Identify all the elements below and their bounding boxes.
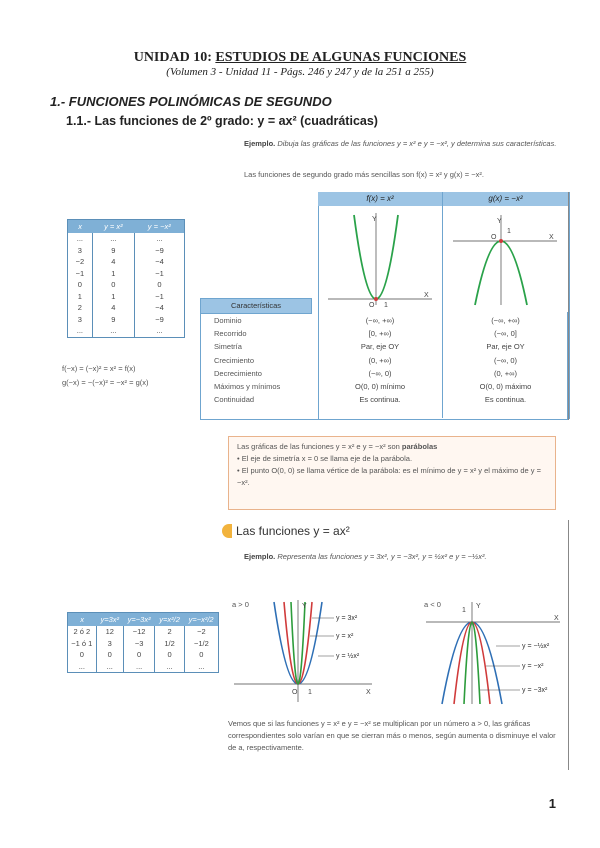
origin-label: O <box>491 234 497 241</box>
f-characteristics: (−∞, +∞) [0, +∞) Par, eje OY (0, +∞) (−∞, 0) O(0, 0) mínimo Es continua. <box>354 316 405 405</box>
table-row: 0 0 0 <box>68 279 185 291</box>
svg-text:1: 1 <box>462 607 466 614</box>
section-marker-icon <box>222 524 232 538</box>
g-graph-title: g(x) = −x² <box>443 192 568 206</box>
table-row: 2 4 −4 <box>68 302 185 314</box>
g-graph <box>445 207 565 307</box>
section-subheading: 1.1.- Las funciones de 2º grado: y = ax² (cuadráticas) <box>66 114 378 128</box>
char-label: Crecimiento <box>214 355 255 365</box>
example1-intro: Las funciones de segundo grado más sencillas son f(x) = x² y g(x) = −x². <box>244 170 484 179</box>
one-label: 1 <box>507 228 511 235</box>
graph4-condition: a < 0 <box>424 600 441 609</box>
table-row: ... ... ... <box>68 233 185 245</box>
x-axis-label: X <box>424 292 429 299</box>
y-axis-label: Y <box>497 218 502 225</box>
char-label: Recorrido <box>214 329 247 339</box>
table-row: ... ... ... ... ... <box>68 661 219 673</box>
table-row: ... ... ... <box>68 325 185 337</box>
origin-label: O <box>369 302 375 307</box>
label-neg-x2: y = −x² <box>522 663 544 670</box>
example2-text: Ejemplo. Representa las funciones y = 3x², y = −3x², y = ½x² e y = −½x². <box>244 552 487 561</box>
table-row: −1 1 −1 <box>68 268 185 280</box>
values-table-2: x y=3x² y=−3x² y=x²/2 y=−x²/2 2 ó 2 12 −12 2 −2 −1 ó 1 3 −3 1/2 −1/2 0 0 0 0 0 ... ... ... ... ... <box>67 612 219 673</box>
svg-text:X: X <box>366 689 371 696</box>
table-row: 0 0 0 0 0 <box>68 649 219 661</box>
svg-text:Y: Y <box>476 603 481 610</box>
table-row: 1 1 −1 <box>68 291 185 303</box>
svg-text:Y: Y <box>302 603 307 610</box>
margin-line <box>568 520 569 770</box>
vertex-point <box>499 239 503 243</box>
char-label: Continuidad <box>214 395 255 405</box>
char-label: Decrecimiento <box>214 368 262 378</box>
svg-text:1: 1 <box>308 689 312 696</box>
svg-text:O: O <box>292 689 298 696</box>
table-row: 2 ó 2 12 −12 2 −2 <box>68 626 219 638</box>
graph-a-negative <box>420 598 570 706</box>
char-label: Máximos y mínimos <box>214 381 281 391</box>
table-row: 3 9 −9 <box>68 314 185 326</box>
table-row: −2 4 −4 <box>68 256 185 268</box>
x-axis-label: X <box>549 234 554 241</box>
f-graph-title: f(x) = x² <box>318 192 442 206</box>
section2-title: Las funciones y = ax² <box>236 524 350 538</box>
char-label: Dominio <box>214 316 242 325</box>
conclusion-text: Vemos que si las funciones y = x² e y = −x² se multiplican por un número a > 0, las gráficas correspondientes solo varían en que se cierran más o menos, según aumenta o disminuye el valor de a, respectivamente. <box>228 719 556 752</box>
unit-reference: (Volumen 3 - Unidad 11 - Págs. 246 y 247 y de la 251 a 255) <box>166 66 434 78</box>
one-label: 1 <box>384 302 388 307</box>
values-table: x y = x² y = −x² ... ... ... 3 9 −9 −2 4 −4 −1 1 −1 0 0 0 1 1 −1 2 4 −4 3 9 −9 ... ... ... <box>67 219 185 338</box>
table-row: −1 ó 1 3 −3 1/2 −1/2 <box>68 638 219 650</box>
symmetry-note-g: g(−x) = −(−x)² = −x² = g(x) <box>62 378 149 387</box>
vertex-point <box>374 297 378 301</box>
section-heading: 1.- FUNCIONES POLINÓMICAS DE SEGUNDO <box>50 94 332 109</box>
y-axis-label: Y <box>372 216 377 223</box>
graph3-condition: a > 0 <box>232 600 249 609</box>
table-row: 3 9 −9 <box>68 245 185 257</box>
label-neg-3x2: y = −3x² <box>522 687 548 694</box>
svg-text:X: X <box>554 615 559 622</box>
page-number: 1 <box>548 796 556 811</box>
symmetry-note-f: f(−x) = (−x)² = x² = f(x) <box>62 364 136 373</box>
f-graph <box>320 207 440 307</box>
margin-line <box>568 192 569 420</box>
label-neg-halfx2: y = −½x² <box>522 643 550 650</box>
label-halfx2: y = ½x² <box>336 653 360 660</box>
unit-title: UNIDAD 10: ESTUDIOS DE ALGUNAS FUNCIONES <box>133 50 467 65</box>
label-x2: y = x² <box>336 633 354 640</box>
example1-text: Ejemplo. Dibuja las gráficas de las funciones y = x² e y = −x², y determina sus características. <box>244 139 557 148</box>
characteristics-header: Características <box>200 298 312 314</box>
parabola-note: Las gráficas de las funciones y = x² e y = −x² son parábolas • El eje de simetría x = 0 se llama eje de la parábola. • El punto O(0, 0) se llama vértice de la parábola: es el mínimo de y = x² y el máximo de y = −x². <box>228 436 556 510</box>
g-characteristics: (−∞, +∞) (−∞, 0] Par, eje OY (−∞, 0) (0, +∞) O(0, 0) máximo Es continua. <box>479 316 532 405</box>
label-3x2: y = 3x² <box>336 615 358 622</box>
char-label: Simetría <box>214 342 242 352</box>
graph-a-positive <box>228 598 378 706</box>
